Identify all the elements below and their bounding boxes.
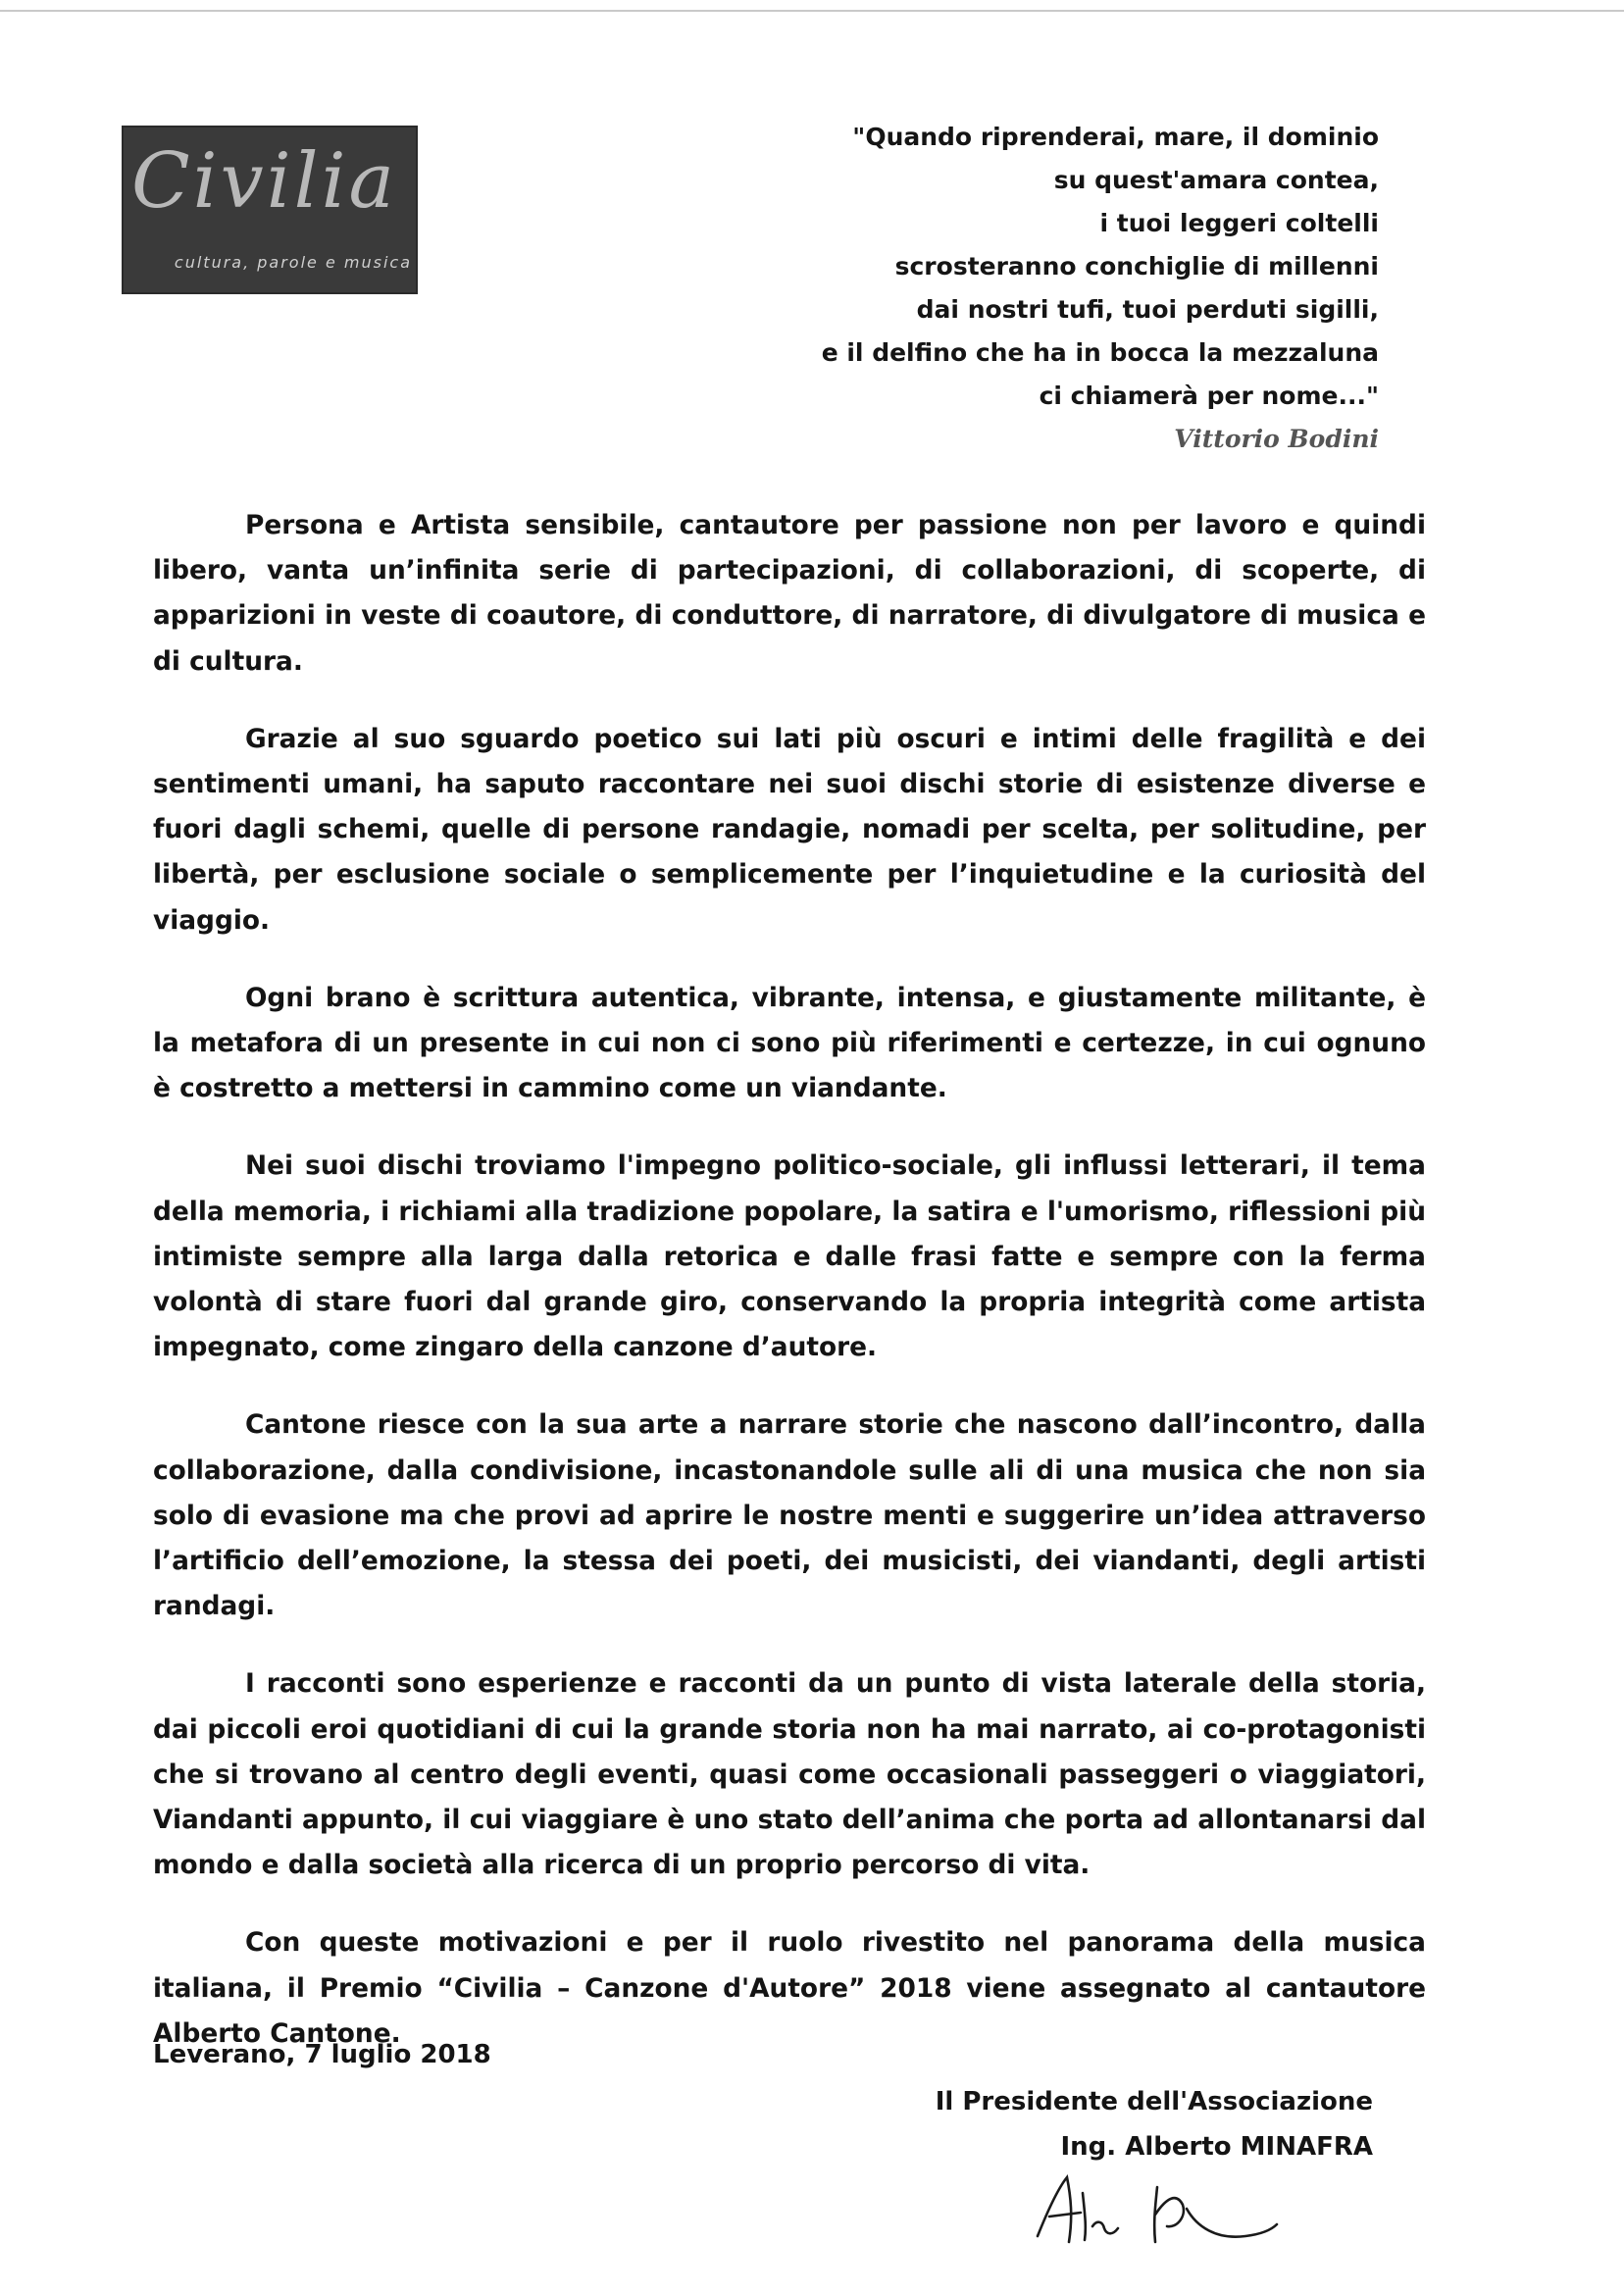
paragraph: I racconti sono esperienze e racconti da un punto di vista laterale della storia, dai piccoli eroi quotidiani di cui la grande storia non ha mai narrato, ai co-protagonisti che si trovano al centro degli eventi, quasi come occasionali passeggeri o viaggiatori, Viandanti appunto, il cui viaggiare è uno stato dell’anima che porta ad allontanarsi dal mondo e dalla società alla ricerca di un proprio percorso di vita. bbox=[153, 1668, 1426, 1881]
poem-line: su quest'amara contea, bbox=[1053, 166, 1379, 194]
poem-line: "Quando riprenderai, mare, il dominio bbox=[852, 123, 1379, 151]
paragraph: Cantone riesce con la sua arte a narrare storie che nascono dall’incontro, dalla collaborazione, dalla condivisione, incastonandole sulle ali di una musica che non sia solo di evasione ma che provi ad aprire le nostre menti e suggerire un’idea attraverso l’artificio dell’emozione, la stessa dei poeti, dei musicisti, dei viandanti, degli artisti randagi. bbox=[153, 1409, 1426, 1622]
paragraph: Nei suoi dischi troviamo l'impegno politico-sociale, gli influssi letterari, il tema della memoria, i richiami alla tradizione popolare, la satira e l'umorismo, riflessioni più intimiste sempre alla larga dalla retorica e dalle frasi fatte e sempre con la ferma volontà di stare fuori dal grande giro, conservando la propria integrità come artista impegnato, come zingaro della canzone d’autore. bbox=[153, 1150, 1426, 1363]
logo-word-text: Civilia bbox=[131, 137, 398, 226]
paragraph: Con queste motivazioni e per il ruolo rivestito nel panorama della musica italiana, il Premio “Civilia – Canzone d'Autore” 2018 viene assegnato al cantautore Alberto Cantone. bbox=[153, 1927, 1426, 2049]
poem-author: Vittorio Bodini bbox=[1174, 425, 1379, 453]
poem-line: i tuoi leggeri coltelli bbox=[1099, 209, 1379, 237]
signatory-role: Il Presidente dell'Associazione bbox=[935, 2087, 1373, 2116]
poem-line: scrosteranno conchiglie di millenni bbox=[894, 252, 1379, 280]
poem-line: dai nostri tufi, tuoi perduti sigilli, bbox=[916, 295, 1379, 324]
poem-line: e il delfino che ha in bocca la mezzaluna bbox=[821, 338, 1379, 367]
logo-wordmark bbox=[131, 137, 416, 226]
civilia-logo bbox=[122, 126, 418, 294]
signatory-name: Ing. Alberto MINAFRA bbox=[1060, 2132, 1373, 2162]
place-and-date: Leverano, 7 luglio 2018 bbox=[153, 2040, 491, 2069]
paragraph: Persona e Artista sensibile, cantautore per passione non per lavoro e quindi libero, vanta un’infinita serie di partecipazioni, di collaborazioni, di scoperte, di apparizioni in veste di coautore, di conduttore, di narratore, di divulgatore di musica e di cultura. bbox=[153, 510, 1426, 677]
scan-top-edge bbox=[0, 10, 1624, 12]
handwritten-signature-icon bbox=[1020, 2158, 1314, 2256]
poem-line: ci chiamerà per nome..." bbox=[1039, 382, 1379, 410]
epigraph-poem bbox=[692, 116, 1379, 461]
paragraph: Grazie al suo sguardo poetico sui lati più oscuri e intimi delle fragilità e dei sentimenti umani, ha saputo raccontare nei suoi dischi storie di esistenze diverse e fuori dagli schemi, quelle di persone randagie, nomadi per scelta, per solitudine, per libertà, per esclusione sociale o semplicemente per l’inquietudine e la curiosità del viaggio. bbox=[153, 723, 1426, 936]
signature-block bbox=[883, 2079, 1373, 2169]
letter-body bbox=[153, 503, 1426, 2089]
logo-tagline: cultura, parole e musica bbox=[174, 253, 412, 272]
paragraph: Ogni brano è scrittura autentica, vibrante, intensa, e giustamente militante, è la metafora di un presente in cui non ci sono più riferimenti e certezze, in cui ognuno è costretto a mettersi in cammino come un viandante. bbox=[153, 982, 1426, 1104]
